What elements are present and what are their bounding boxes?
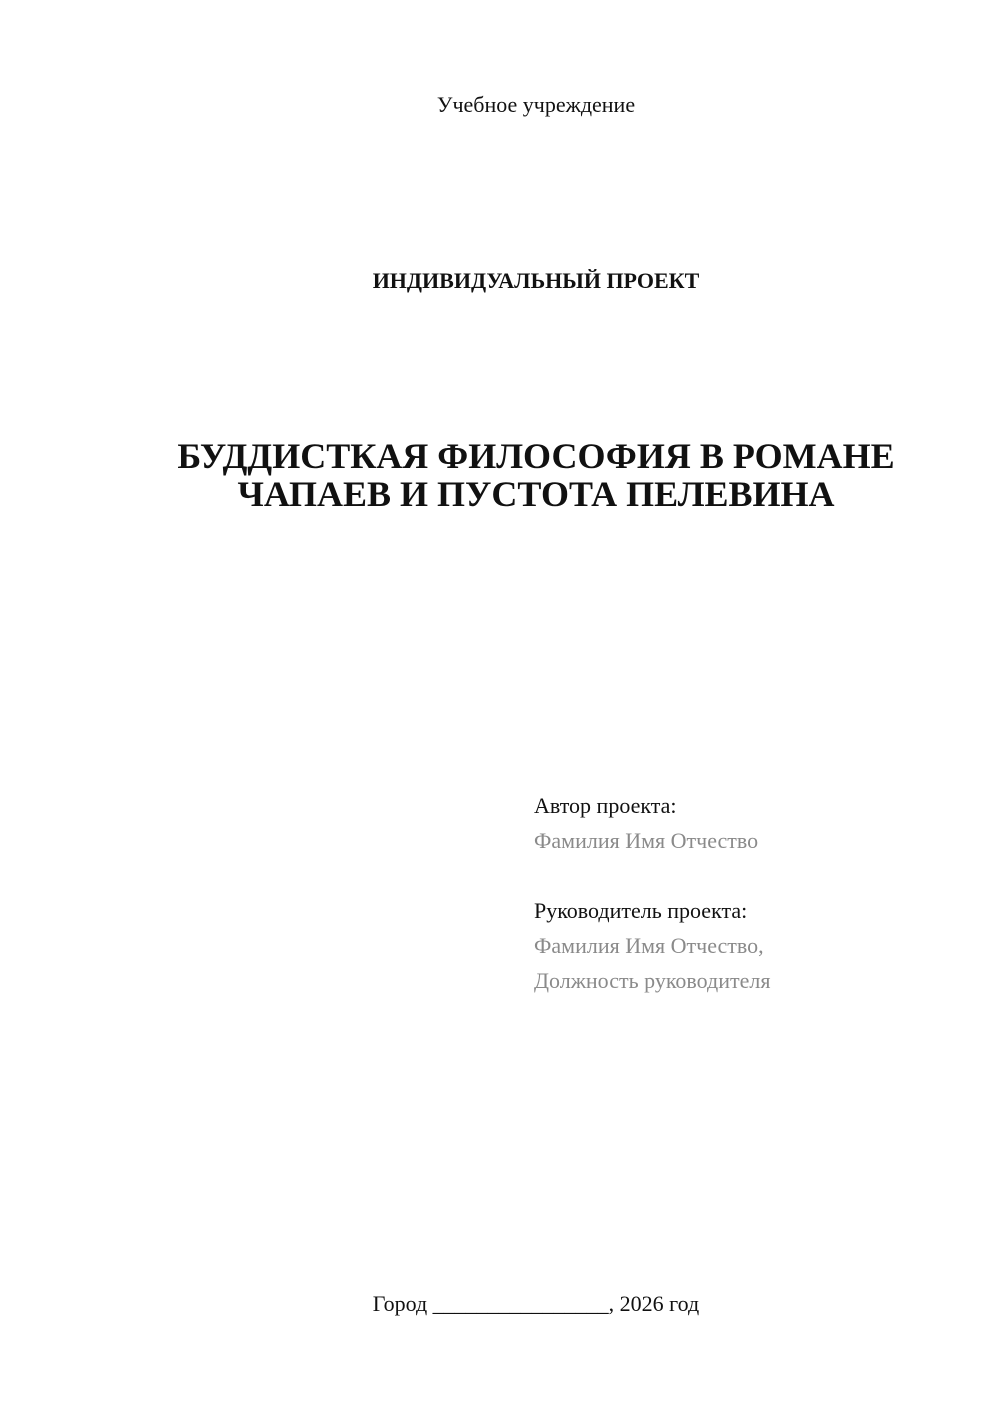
institution-name: Учебное учреждение <box>436 92 636 117</box>
supervisor-label: Руководитель проекта: <box>534 898 748 923</box>
document-type: ИНДИВИДУАЛЬНЫЙ ПРОЕКТ <box>372 268 700 293</box>
city-year-line: Город ________________, 2026 год <box>372 1291 700 1316</box>
author-label: Автор проекта: <box>534 793 677 818</box>
project-credits <box>534 788 984 998</box>
supervisor-position: Должность руководителя <box>534 968 771 993</box>
supervisor-name: Фамилия Имя Отчество, <box>534 933 764 958</box>
author-name: Фамилия Имя Отчество <box>534 828 759 853</box>
project-title-line-2: ЧАПАЕВ И ПУСТОТА ПЕЛЕВИНА <box>237 474 835 514</box>
project-title-line-1: БУДДИСТКАЯ ФИЛОСОФИЯ В РОМАНЕ <box>177 436 895 476</box>
project-title <box>0 437 1000 513</box>
credits-spacer <box>534 858 984 893</box>
